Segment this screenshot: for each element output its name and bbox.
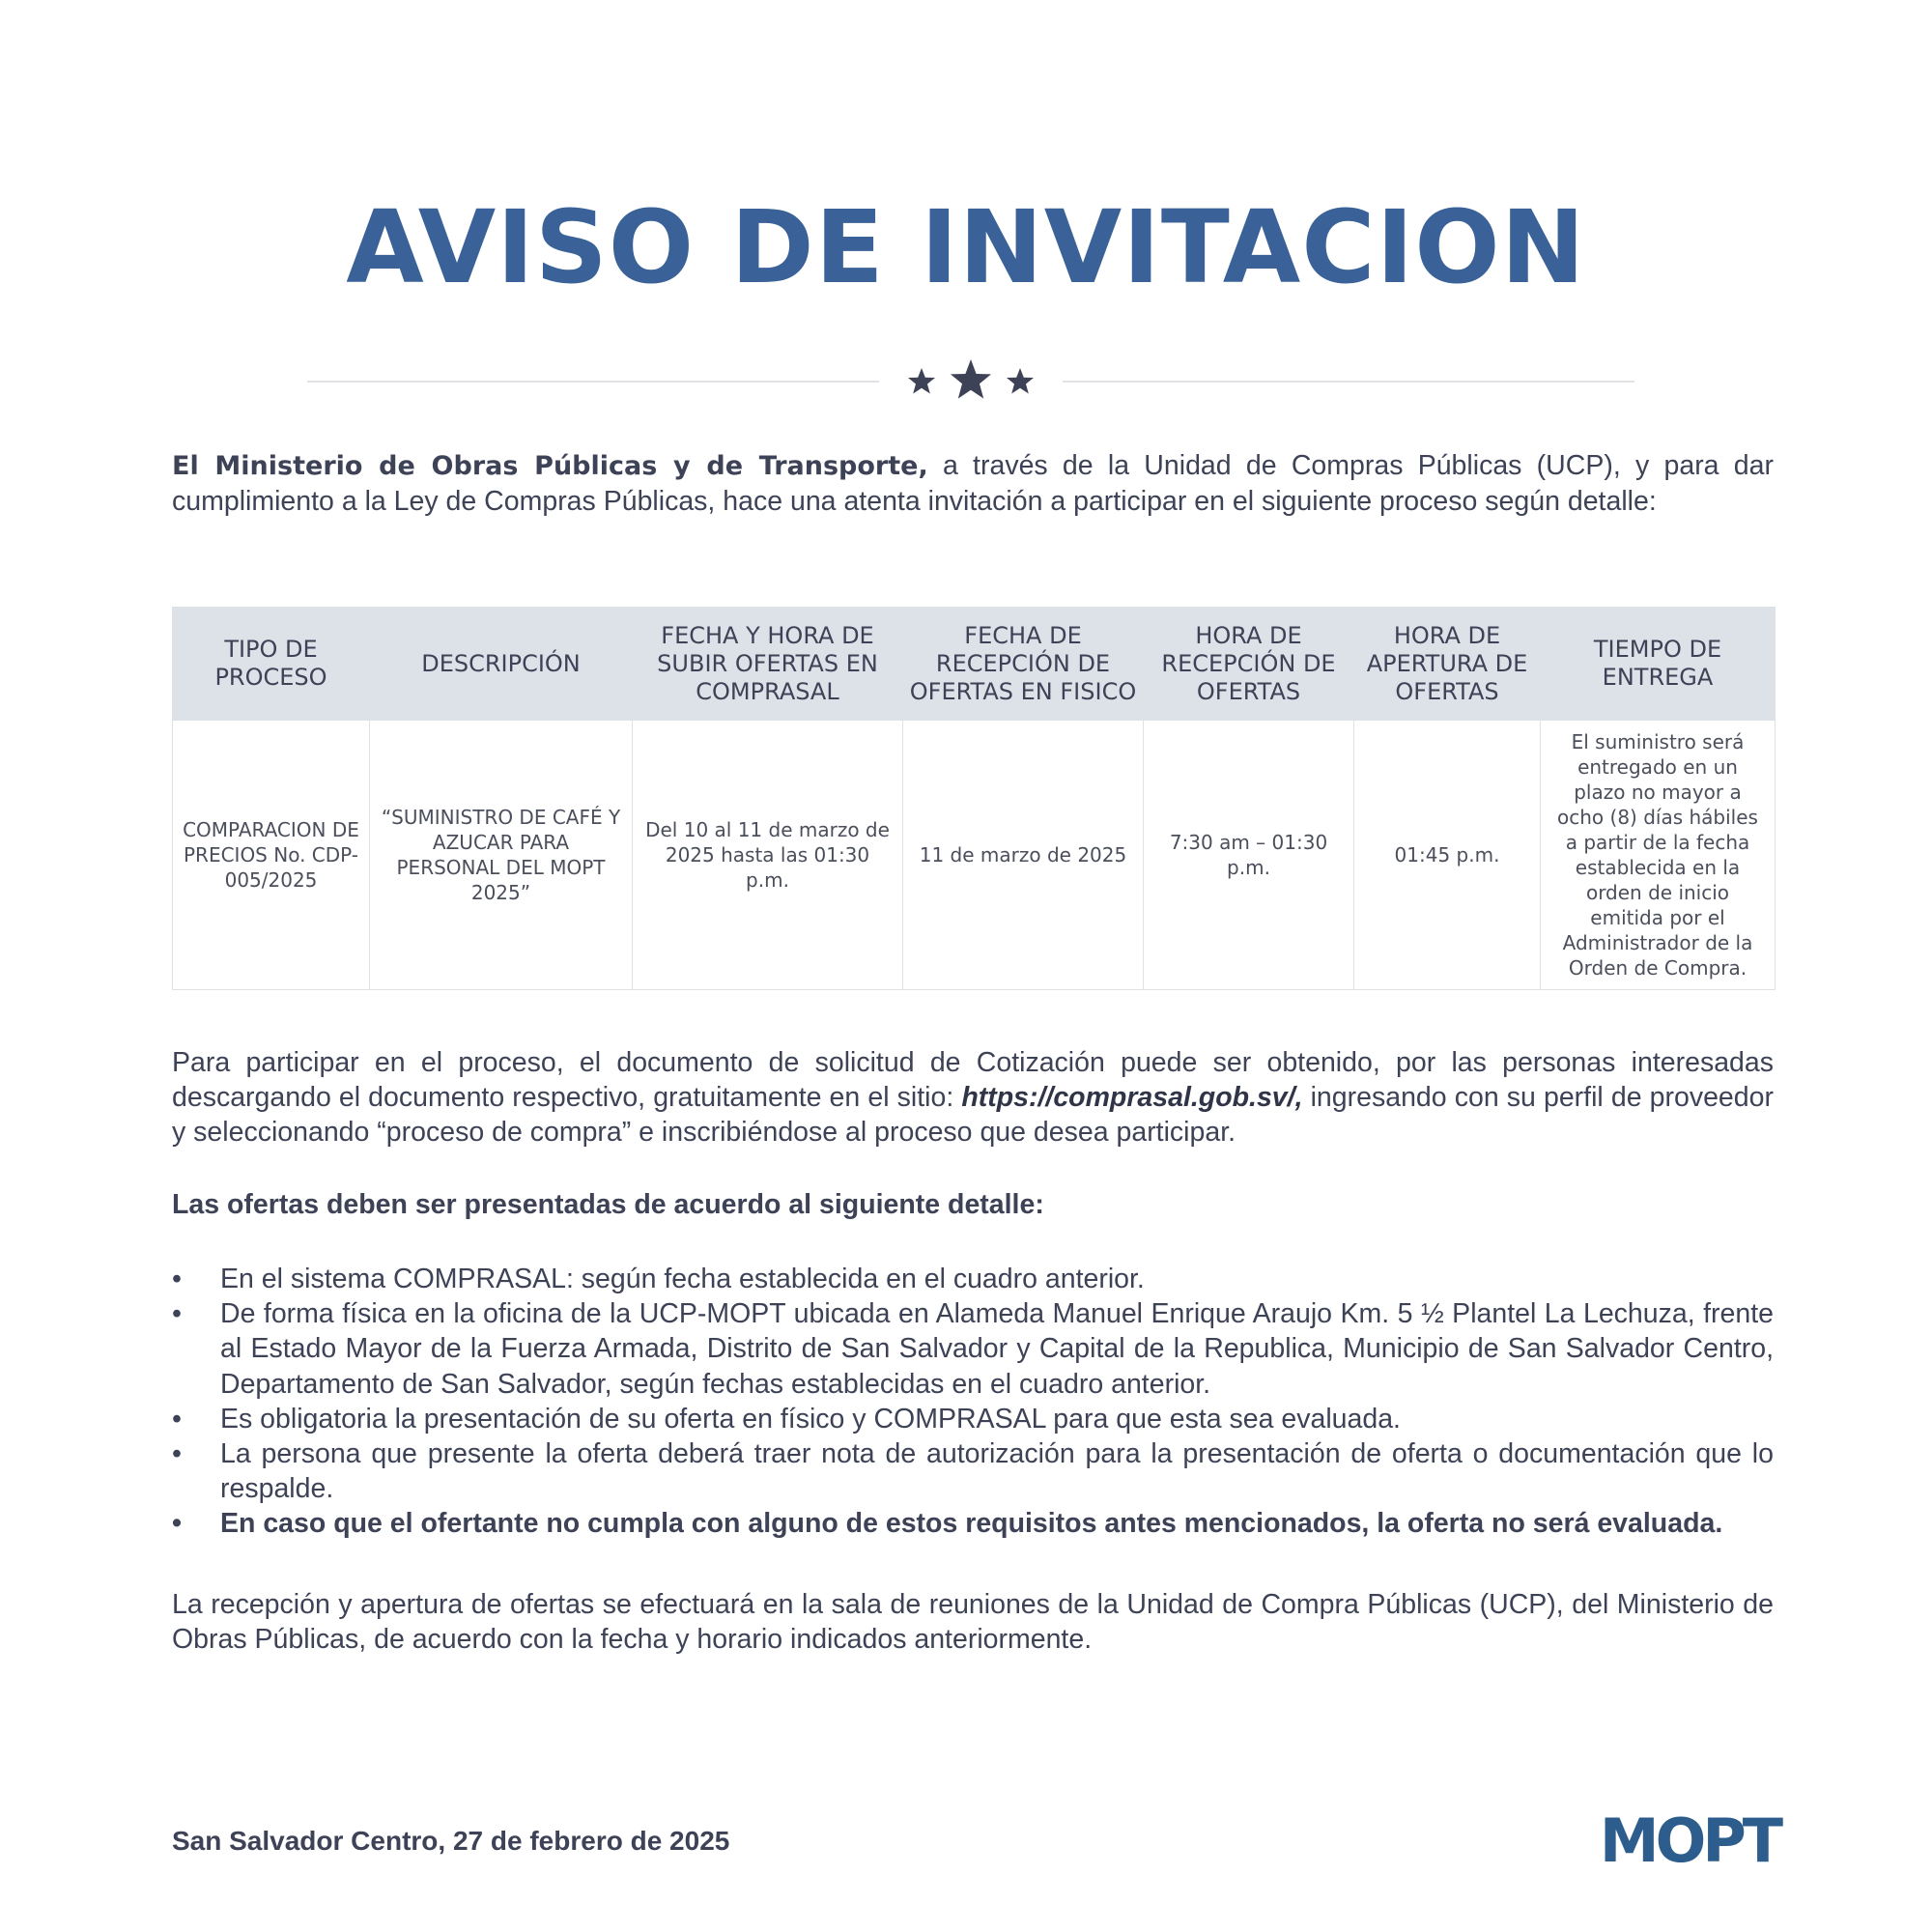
ministry-name: El Ministerio de Obras Públicas y de Transporte, — [172, 451, 928, 481]
table-row — [173, 721, 1776, 990]
header-hora-recepcion: HORA DE RECEPCIÓN DE OFERTAS — [1144, 608, 1354, 721]
bullet: • — [172, 1403, 182, 1435]
star-icon — [951, 359, 991, 399]
bullet: • — [172, 1264, 182, 1294]
list-item-text: En caso que el ofertante no cumpla con alguno de estos requisitos antes mencionados, la oferta no será evaluada. — [220, 1508, 1723, 1540]
cell-fecha-subir-ofertas: Del 10 al 11 de marzo de 2025 hasta las 01:30 p.m. — [633, 721, 903, 990]
comprasal-link[interactable]: https://comprasal.gob.sv/, — [961, 1082, 1303, 1113]
list-item — [172, 1506, 1774, 1541]
bullet: • — [172, 1298, 182, 1330]
list-item — [172, 1262, 1774, 1296]
intro-paragraph — [172, 448, 1774, 520]
closing-paragraph: La recepción y apertura de ofertas se efectuará en la sala de reuniones de la Unidad de Compra Públicas (UCP), del Ministerio de Obras Públicas, de acuerdo con la fecha y horario indicados anteriormente. — [172, 1589, 1774, 1655]
cell-hora-recepcion: 7:30 am – 01:30 p.m. — [1144, 721, 1354, 990]
divider-right — [1063, 381, 1634, 383]
star-icon — [908, 368, 935, 394]
process-table — [172, 607, 1776, 990]
divider-left — [307, 381, 879, 383]
stars-ornament — [903, 355, 1038, 410]
cell-fecha-recepcion: 11 de marzo de 2025 — [903, 721, 1144, 990]
participation-text-after: ingresando con su perfil de proveedor y seleccionando “proceso de compra” e inscribiéndose al proceso que desea participar. — [172, 1082, 1774, 1148]
footer-date: San Salvador Centro, 27 de febrero de 2025 — [172, 1826, 730, 1856]
requirements-list — [172, 1262, 1774, 1542]
offers-heading: Las ofertas deben ser presentadas de acuerdo al siguiente detalle: — [172, 1189, 1044, 1220]
header-tiempo-entrega: TIEMPO DE ENTREGA — [1541, 608, 1776, 721]
cell-hora-apertura: 01:45 p.m. — [1354, 721, 1541, 990]
list-item — [172, 1296, 1774, 1402]
bullet: • — [172, 1508, 182, 1540]
participation-paragraph — [172, 1045, 1774, 1150]
list-item — [172, 1402, 1774, 1436]
header-descripcion: DESCRIPCIÓN — [370, 608, 633, 721]
list-item-text: Es obligatoria la presentación de su oferta en físico y COMPRASAL para que esta sea evaluada. — [220, 1403, 1401, 1435]
bullet: • — [172, 1438, 182, 1470]
table-header-row — [173, 608, 1776, 721]
list-item-text: La persona que presente la oferta deberá traer nota de autorización para la presentación de oferta o documentación que lo respalde. — [220, 1438, 1774, 1505]
intro-text: a través de la Unidad de Compras Públicas (UCP), y para dar cumplimiento a la Ley de Compras Públicas, hace una atenta invitación a participar en el siguiente proceso según detalle: — [172, 450, 1774, 517]
header-tipo-de-proceso: TIPO DE PROCESO — [173, 608, 370, 721]
mopt-logo: MOPT — [1599, 1805, 1780, 1876]
list-item — [172, 1436, 1774, 1506]
header-fecha-recepcion: FECHA DE RECEPCIÓN DE OFERTAS EN FISICO — [903, 608, 1144, 721]
cell-descripcion: “SUMINISTRO DE CAFÉ Y AZUCAR PARA PERSONAL DEL MOPT 2025” — [370, 721, 633, 990]
page-title: AVISO DE INVITACION — [346, 188, 1586, 306]
participation-text: Para participar en el proceso, el documento de solicitud de Cotización puede ser obtenido, por las personas interesadas descargando el documento respectivo, gratuitamente en el sitio: — [172, 1047, 1774, 1113]
header-fecha-subir-ofertas: FECHA Y HORA DE SUBIR OFERTAS EN COMPRASAL — [633, 608, 903, 721]
list-item-text: De forma física en la oficina de la UCP-MOPT ubicada en Alameda Manuel Enrique Araujo Km. 5 ½ Plantel La Lechuza, frente al Estado Mayor de la Fuerza Armada, Distrito de San Salvador y Capital de la Republica, Municipio de San Salvador Centro, Departamento de San Salvador, según fechas establecidas en el cuadro anterior. — [220, 1298, 1774, 1400]
cell-tiempo-entrega: El suministro será entregado en un plazo no mayor a ocho (8) días hábiles a partir de la fecha establecida en la orden de inicio emitida por el Administrador de la Orden de Compra. — [1541, 721, 1776, 990]
cell-tipo-de-proceso: COMPARACION DE PRECIOS No. CDP- 005/2025 — [173, 721, 370, 990]
list-item-text: En el sistema COMPRASAL: según fecha establecida en el cuadro anterior. — [220, 1264, 1145, 1294]
star-icon — [1007, 368, 1034, 394]
header-hora-apertura: HORA DE APERTURA DE OFERTAS — [1354, 608, 1541, 721]
